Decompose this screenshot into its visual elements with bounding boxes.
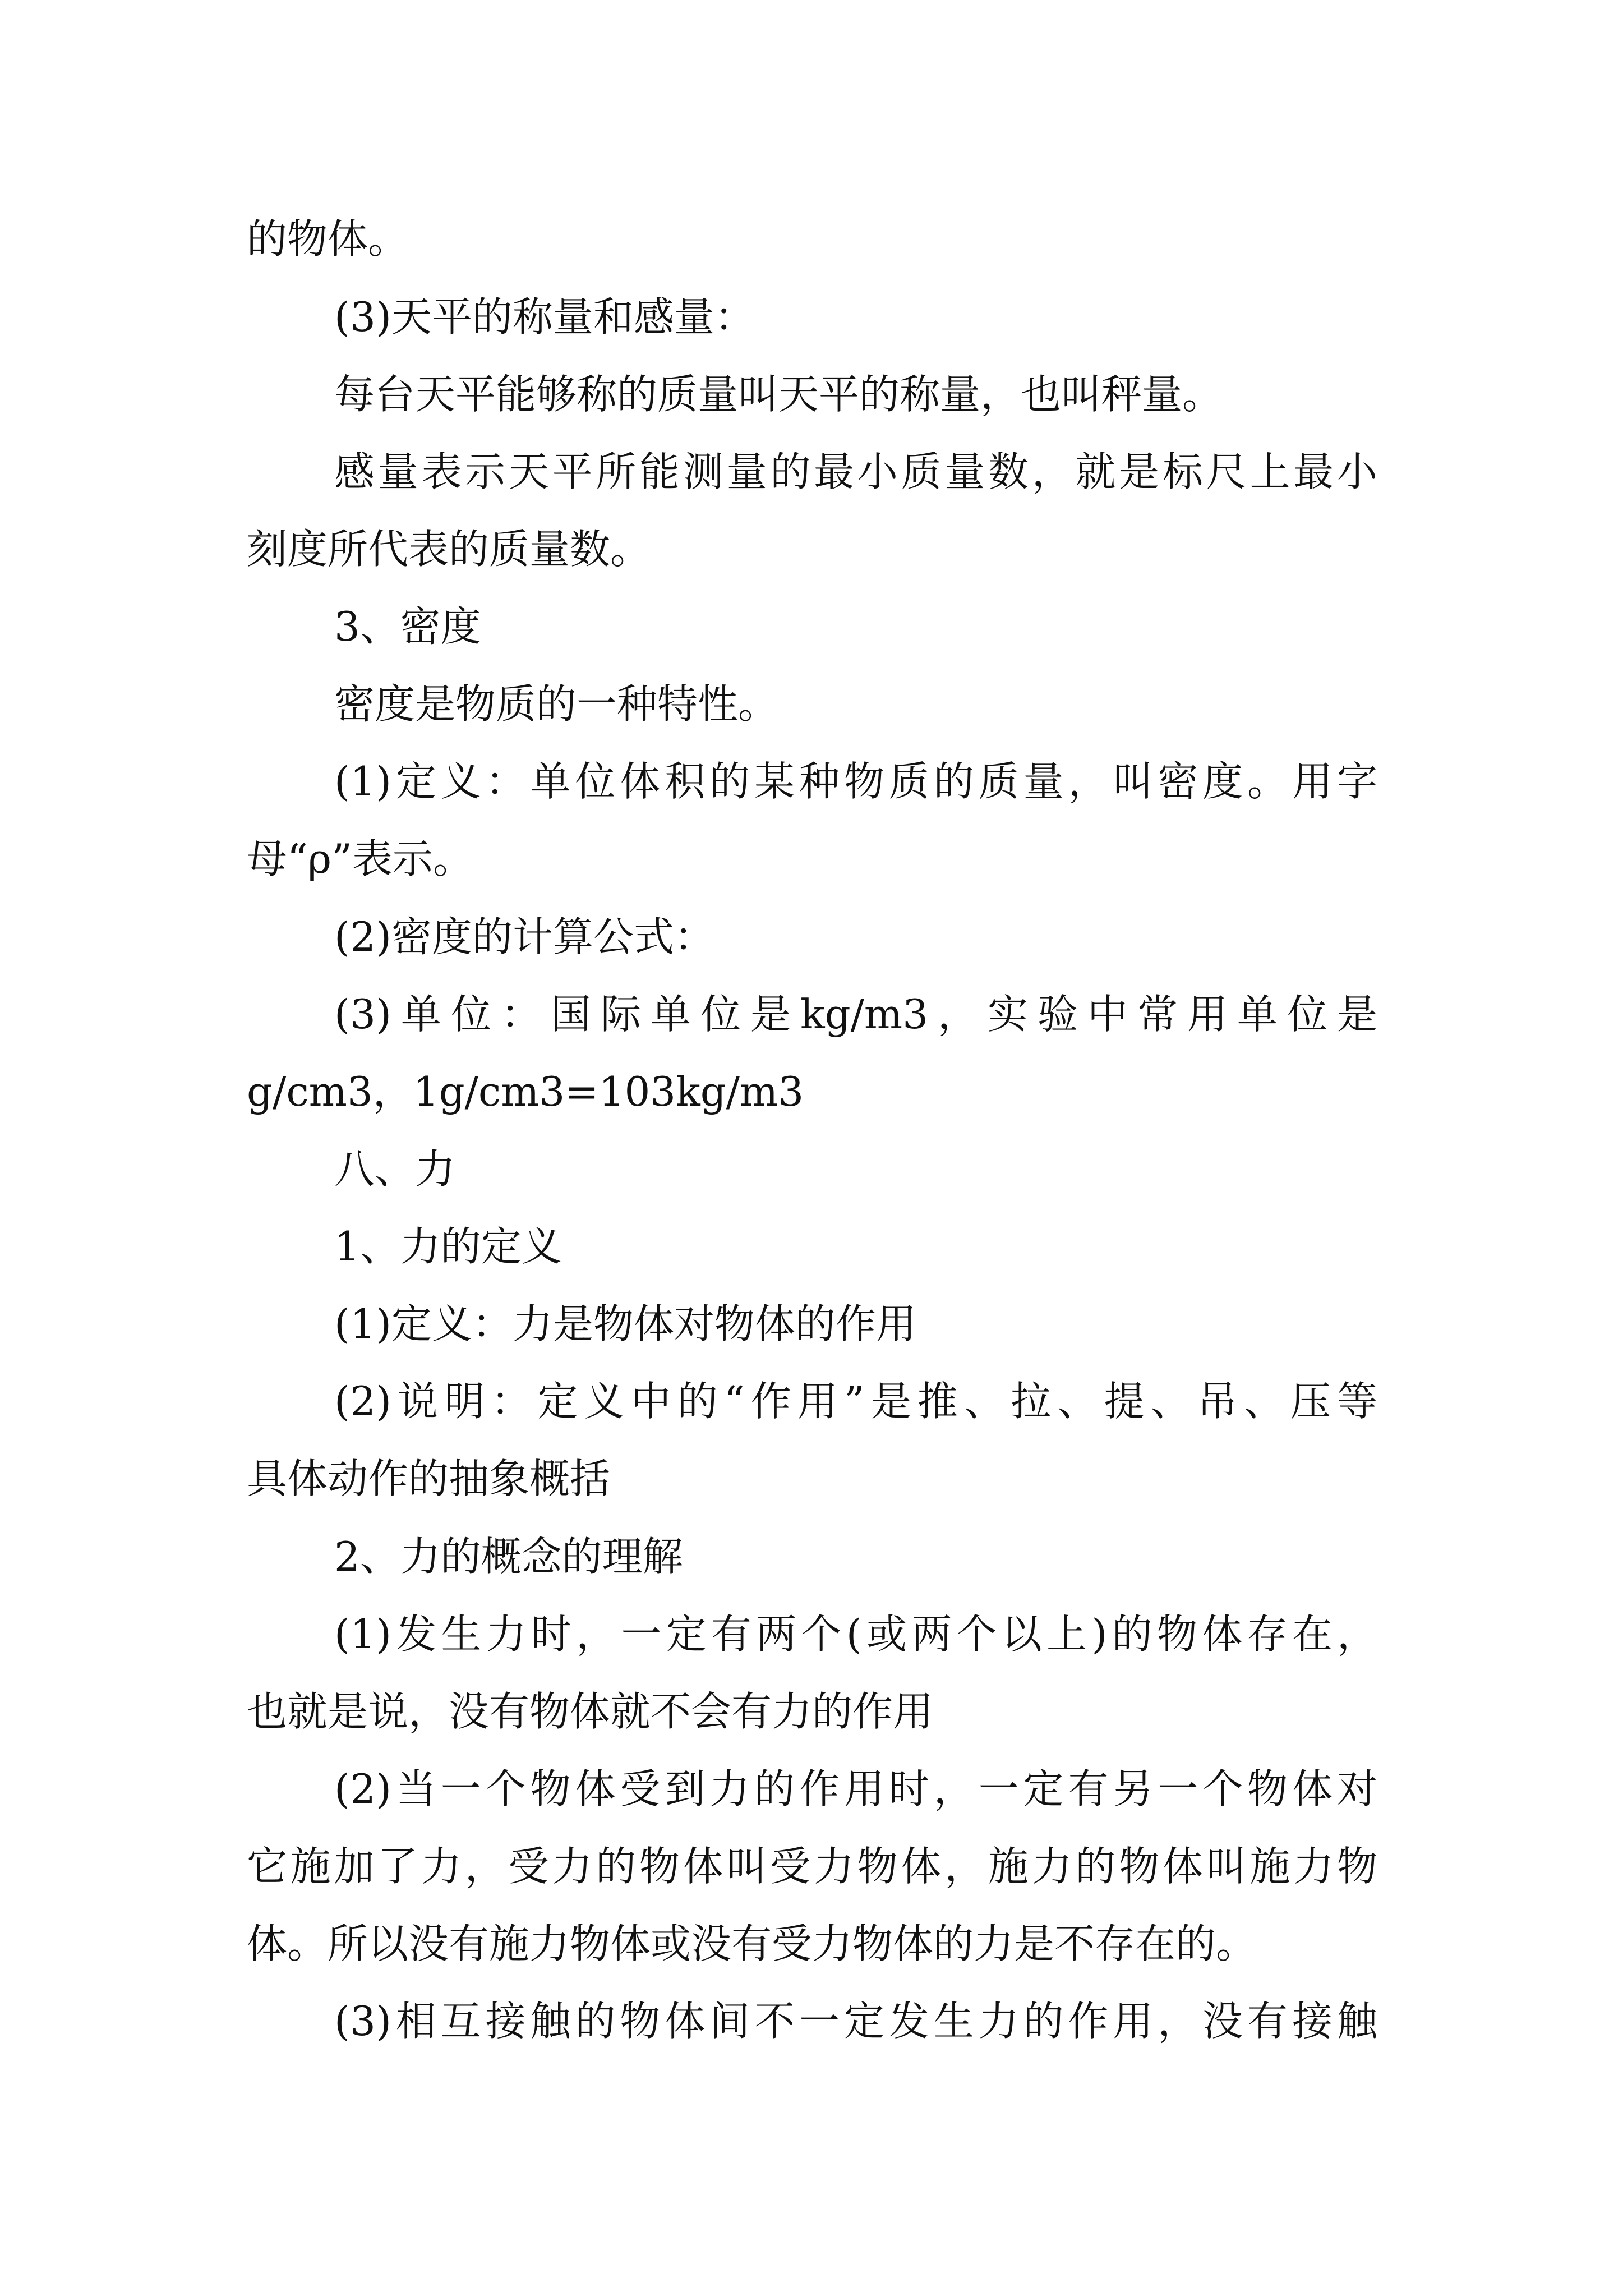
text-line-6: 3、密度 (334, 603, 481, 650)
text-line-19: (1)发生力时，一定有两个(或两个以上)的物体存在， (334, 1611, 1377, 1658)
text-line-10: (2)密度的计算公式： (334, 913, 714, 960)
text-line-2: (3)天平的称量和感量： (334, 293, 755, 341)
text-line-13: 八、力 (334, 1145, 456, 1193)
text-line-7: 密度是物质的一种特性。 (334, 680, 779, 728)
text-line-12: g/cm3，1g/cm3=103kg/m3 (247, 1068, 804, 1115)
text-line-17: 具体动作的抽象概括 (247, 1455, 611, 1502)
text-line-8: (1)定义：单位体积的某种物质的质量，叫密度。用字 (334, 758, 1377, 805)
text-line-20: 也就是说，没有物体就不会有力的作用 (247, 1688, 934, 1735)
text-line-3: 每台天平能够称的质量叫天平的称量，也叫秤量。 (334, 371, 1223, 418)
text-line-22: 它施加了力，受力的物体叫受力物体，施力的物体叫施力物 (247, 1843, 1377, 1890)
text-line-11: (3)单位：国际单位是kg/m3，实验中常用单位是 (334, 991, 1377, 1038)
text-line-21: (2)当一个物体受到力的作用时，一定有另一个物体对 (334, 1765, 1377, 1812)
text-line-23: 体。所以没有施力物体或没有受力物体的力是不存在的。 (247, 1920, 1257, 1967)
text-line-1: 的物体。 (247, 215, 409, 263)
text-line-5: 刻度所代表的质量数。 (247, 526, 651, 573)
text-line-16: (2)说明：定义中的“作用”是推、拉、提、吊、压等 (334, 1378, 1377, 1425)
text-line-9: 母“ρ”表示。 (247, 835, 473, 882)
text-line-18: 2、力的概念的理解 (334, 1533, 683, 1580)
text-line-14: 1、力的定义 (334, 1223, 562, 1270)
text-line-24: (3)相互接触的物体间不一定发生力的作用，没有接触 (334, 1998, 1377, 2045)
text-line-15: (1)定义：力是物体对物体的作用 (334, 1300, 916, 1347)
text-line-4: 感量表示天平所能测量的最小质量数，就是标尺上最小 (334, 448, 1377, 495)
